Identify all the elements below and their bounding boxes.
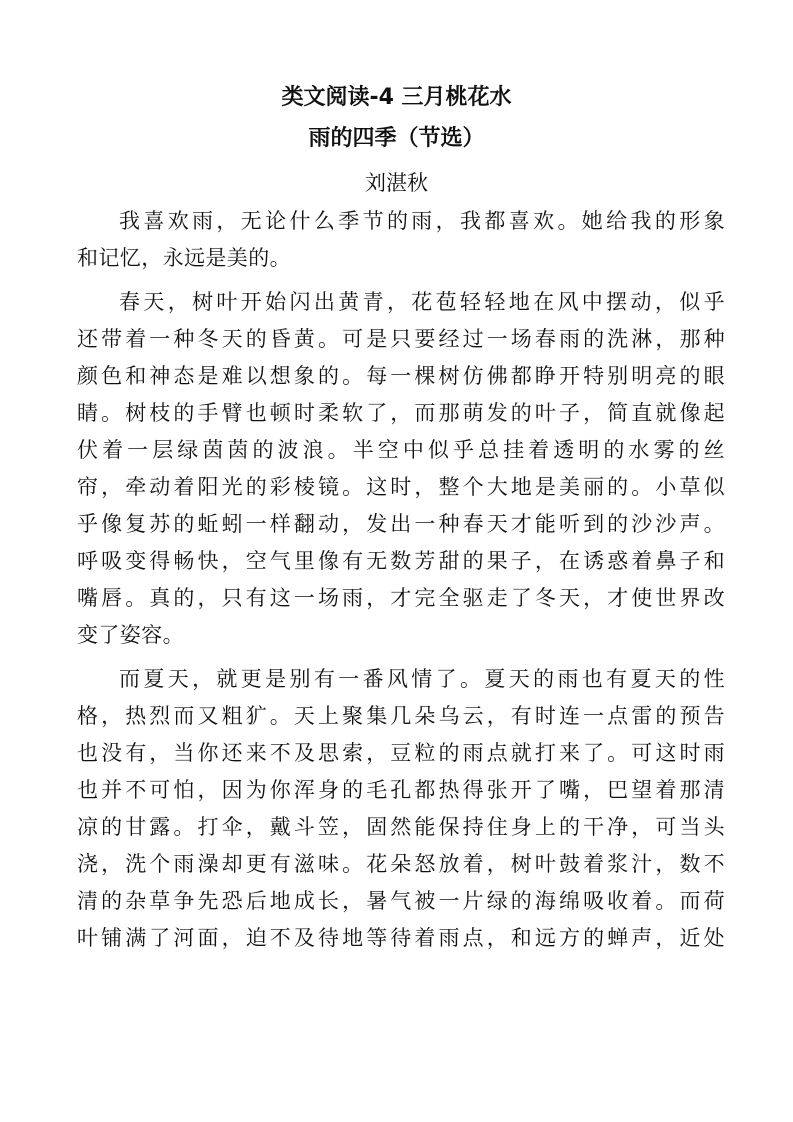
text-line: 睛。树枝的手臂也顿时柔软了，而那萌发的叶子，简直就像起	[77, 401, 725, 425]
series-title: 类文阅读-4 三月桃花水	[281, 85, 512, 110]
author-name: 刘湛秋	[365, 171, 428, 195]
text-line: 呼吸变得畅快，空气里像有无数芳甜的果子，在诱惑着鼻子和	[77, 549, 725, 573]
text-line: 伏着一层绿茵茵的波浪。半空中似乎总挂着透明的水雾的丝	[77, 438, 725, 462]
paragraph	[77, 284, 725, 654]
paragraph	[77, 661, 725, 957]
text-line: 还带着一种冬天的昏黄。可是只要经过一场春雨的洗淋，那种	[77, 327, 725, 351]
text-line: 浇，洗个雨澡却更有滋味。花朵怒放着，树叶鼓着浆汁，数不	[77, 852, 725, 876]
text-line: 乎像复苏的蚯蚓一样翻动，发出一种春天才能听到的沙沙声。	[77, 512, 725, 536]
text-line: 也没有，当你还来不及思索，豆粒的雨点就打来了。可这时雨	[77, 741, 725, 765]
text-line: 颜色和神态是难以想象的。每一棵树仿佛都睁开特别明亮的眼	[77, 364, 725, 388]
article-body	[77, 203, 725, 957]
text-line: 而夏天，就更是别有一番风情了。夏天的雨也有夏天的性	[119, 667, 725, 691]
text-line: 和记忆，永远是美的。	[77, 246, 291, 270]
text-line: 帘，牵动着阳光的彩棱镜。这时，整个大地是美丽的。小草似	[77, 475, 725, 499]
text-line: 嘴唇。真的，只有这一场雨，才完全驱走了冬天，才使世界改	[77, 586, 725, 610]
paragraph	[77, 203, 725, 277]
text-line: 格，热烈而又粗犷。天上聚集几朵乌云，有时连一点雷的预告	[77, 704, 725, 728]
text-line: 我喜欢雨，无论什么季节的雨，我都喜欢。她给我的形象	[119, 209, 725, 233]
text-line: 凉的甘露。打伞，戴斗笠，固然能保持住身上的干净，可当头	[77, 815, 725, 839]
text-line: 也并不可怕，因为你浑身的毛孔都热得张开了嘴，巴望着那清	[77, 778, 725, 802]
text-line: 变了姿容。	[77, 623, 184, 647]
text-line: 春天，树叶开始闪出黄青，花苞轻轻地在风中摆动，似乎	[119, 290, 725, 314]
text-line: 清的杂草争先恐后地成长，暑气被一片绿的海绵吸收着。而荷	[77, 889, 725, 913]
text-line: 叶铺满了河面，迫不及待地等待着雨点，和远方的蝉声，近处	[77, 926, 725, 950]
article-title: 雨的四季（节选）	[308, 126, 485, 151]
